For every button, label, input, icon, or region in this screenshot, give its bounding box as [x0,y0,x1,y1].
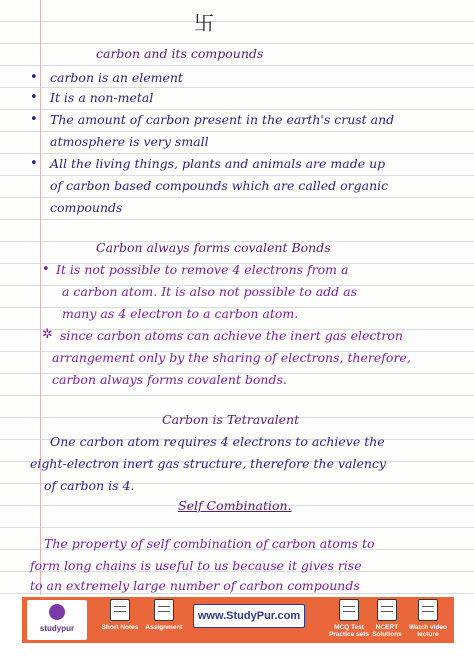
intro-line-3: The amount of carbon present in the earth's crust and [50,112,395,127]
covalent-heading: Carbon always forms covalent Bonds [96,240,331,255]
self-line-1: The property of self combination of carbon atoms to [44,536,375,551]
video-label: Watch video lecture [408,624,448,638]
assignment-label: Assignment [145,624,183,631]
self-line-3: to an extremely large number of carbon compounds [30,578,360,593]
covalent-line-3: many as 4 electron to a carbon atom. [62,306,299,321]
studypur-logo[interactable] [27,600,87,640]
star-icon: ✲ [42,327,53,342]
ncert-button[interactable] [365,599,409,641]
tetravalent-heading: Carbon is Tetravalent [162,412,300,427]
intro-line-2: It is a non-metal [50,90,154,105]
page-title: carbon and its compounds [96,46,264,61]
self-combination-heading: Self Combination. [178,498,292,513]
assignment-button[interactable] [142,599,186,641]
bullet-icon: • [30,70,38,85]
book-icon [377,599,397,621]
covalent-line-6: carbon always forms covalent bonds. [52,372,287,387]
checklist-icon [339,599,359,621]
assignment-icon [154,599,174,621]
footer [0,595,474,670]
notes-icon [110,599,130,621]
intro-line-5: All the living things, plants and animals are made up [50,156,386,171]
intro-line-1: carbon is an element [50,70,183,85]
intro-line-6: of carbon based compounds which are called organic [50,178,389,193]
bullet-icon: • [30,156,38,171]
website-link[interactable]: www.StudyPur.com [193,604,305,628]
tetravalent-line-2: eight-electron inert gas structure, therefore the valency [30,456,386,471]
covalent-line-2: a carbon atom. It is also not possible to add as [62,284,358,299]
video-lecture-button[interactable] [406,599,450,641]
covalent-line-1: It is not possible to remove 4 electrons from a [56,262,349,277]
bullet-icon: • [30,90,38,105]
self-line-2: form long chains is useful to us because it gives rise [30,558,362,573]
mcq-label: MCQ Test Practice sets [328,624,370,638]
video-icon [418,599,438,621]
bullet-icon: • [30,112,38,127]
tetravalent-line-1: One carbon atom requires 4 electrons to achieve the [50,434,385,449]
ncert-label: NCERT Solutions [372,624,402,638]
intro-line-7: compounds [50,200,123,215]
short-notes-button[interactable] [98,599,142,641]
logo-text: studypur [39,624,75,633]
tetravalent-line-3: of carbon is 4. [44,478,135,493]
logo-mark-icon [49,604,65,620]
symbol-icon: 卐 [194,11,214,35]
intro-line-4: atmosphere is very small [50,134,209,149]
short-notes-label: Short Notes [101,624,139,631]
bullet-icon: • [42,262,50,277]
covalent-line-4: since carbon atoms can achieve the inert gas electron [60,328,403,343]
covalent-line-5: arrangement only by the sharing of electrons, therefore, [52,350,411,365]
